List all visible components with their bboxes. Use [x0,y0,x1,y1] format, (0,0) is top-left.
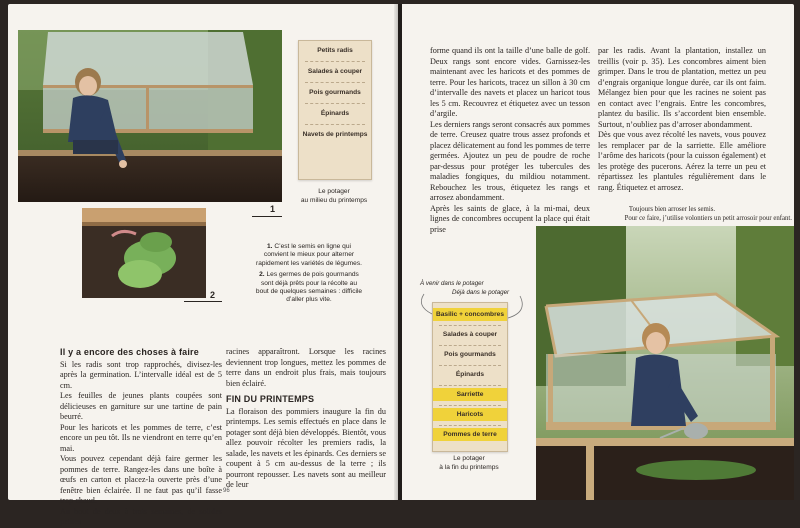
photo-watering [536,226,794,500]
plan-separator [439,405,501,406]
plan-separator [439,365,501,366]
left-column-2 [226,347,386,491]
photo2-number-rule [184,301,222,302]
section-heading: Il y a encore des choses à faire [60,347,199,357]
photo1-number: 1 [270,204,276,214]
right-page [402,4,794,500]
note-number: 2. [259,271,265,279]
plan-caption-late-spring [422,455,516,472]
plan-separator [439,345,501,346]
plan-card-mid-spring [298,40,372,180]
plan-row: Navets de printemps [302,131,368,138]
plan-separator [439,325,501,326]
plan-row: Salades à couper [442,331,498,338]
plan-separator [305,103,365,104]
plan-separator [305,61,365,62]
plan-row-highlighted: Haricots [433,408,507,421]
plan-row: Salades à couper [307,68,363,75]
left-column-1 [60,347,222,528]
note-2 [254,271,364,305]
paragraph: par les radis. Avant la plantation, installez un treillis (voir p. 35). Les concombres aiment bien grimper. Dans le trou de plantation, mettez un peu d’engrais organique longue durée, car ils ont faim. Mélangez bien pour que les racines ne soient pas en contact avec l’engrais. Entre les concombres, plantez du basilic. Ils s’accordent bien ensemble. Surtout, n’oubliez pas d’arroser abondamment. [598,46,766,129]
plan-row: Épinards [455,371,485,378]
plan-separator [439,385,501,386]
photo-sowing [18,30,282,202]
plan-caption-mid-spring [288,188,380,205]
note-text: Les germes de pois gourmands sont déjà prêts pour la récolte au bout de quelques semaines : difficile d’aller plus vite. [255,271,363,304]
page-number: 96 [223,488,230,494]
note-1 [254,243,364,268]
plan-separator [439,425,501,426]
caption-line: Pour ce faire, j’utilise volontiers un petit arrosoir pour enfant. [624,215,792,222]
plan-row: Pois gourmands [309,89,361,96]
note-text: C’est le semis en ligne qui convient le mieux pour alterner rapidement les variétés de légumes. [256,243,362,267]
caption-line: Le potager [453,455,485,462]
section-heading: FIN DU PRINTEMPS [226,394,315,404]
photo1-number-rule [252,216,282,217]
paragraph: Après les saints de glace, à la mi-mai, deux lignes de concombres occupent la place qui était prise [430,203,590,234]
photo-pea-shoots [82,208,206,298]
left-page [8,4,398,526]
paragraph: forme quand ils ont la taille d’une balle de golf. Deux rangs sont encore vides. Garnissez-les maintenant avec les haricots et des pommes de terre. Pour les haricots, tracez un sillon à 30 cm d’intervalle des navets et placez un haricot tous les 5 cm. Recouvrez et étiquetez avec un tesson d’argile. [430,46,590,118]
plan-separator [305,82,365,83]
plan-row-highlighted: Basilic + concombres [433,308,507,321]
plan-row: Petits radis [317,47,353,54]
plan-row-highlighted: Pommes de terre [433,428,507,441]
paragraph: Les derniers rangs seront consacrés aux pommes de terre. Creusez quatre trous assez profonds et placez délicatement au fond les pommes de terre germées. Ajoutez un peu de poudre de roche par-dessus pour protéger les tubercules des maladies fongiques, du mildiou notamment. Rebouchez les trous, étiquetez les rangs et arrosez abondamment. [430,119,590,202]
plan-row: Pois gourmands [444,351,496,358]
right-column-2 [598,46,766,193]
paragraph: Pour les haricots et les pommes de terre, c’est encore un peu tôt. Ils ne viendront en terre qu’en mai. [60,422,222,453]
photo-notes [254,243,364,308]
plan-separator [305,124,365,125]
paragraph: Dès que vous avez récolté les navets, vous pouvez les remplacer par de la sarriette. Elle améliore l’arôme des haricots (pour la cuisson également) et les protège des pucerons. Aérez la terre un peu et répartissez les plantules régulièrement dans le rang. Étiquetez et arrosez. [598,130,766,192]
caption-line: au milieu du printemps [300,196,368,204]
caption-line: Toujours bien arroser les semis. [628,206,716,213]
caption-line: à la fin du printemps [439,463,499,471]
watering-caption [552,205,792,223]
paragraph: Au bout de deux à trois semaines, de solides petites [60,506,222,526]
caption-line: Le potager [318,188,350,195]
photo2-number: 2 [210,290,216,300]
legend-future: À venir dans le potager [420,280,484,287]
paragraph: Les feuilles de jeunes plants coupées sont délicieuses en garniture sur une tartine de pain beurré. [60,391,222,421]
note-number: 1. [267,243,273,250]
paragraph: Vous pouvez cependant déjà faire germer les pommes de terre. Rangez-les dans une boîte à œufs en carton et placez-la ouverte près d’une fenêtre bien éclairée. Il ne faut pas qu’il fasse trop chaud. [60,454,222,505]
paragraph: racines apparaîtront. Lorsque les racines deviennent trop longues, mettez les pommes de terre dans un endroit plus frais, mais toujours bien éclairé. [226,347,386,388]
legend-already: Déjà dans le potager [452,289,510,296]
plan-row-highlighted: Sarriette [433,388,507,401]
paragraph: Si les radis sont trop rapprochés, divisez-les après la germination. L’intervalle idéal est de 5 cm. [60,359,222,390]
plan-card-late-spring [432,302,508,452]
paragraph: La floraison des pommiers inaugure la fin du printemps. Les semis effectués en place dans le potager sont déjà bien développés. Bientôt, vous allez pouvoir récolter les premiers radis, la salade, les navets et les épinards. Ces derniers se coupent à 5 cm au-dessus de la terre ; ils pourront repousser. Les navets sont au meilleur de leur [226,406,386,489]
plan-row: Épinards [320,110,350,117]
